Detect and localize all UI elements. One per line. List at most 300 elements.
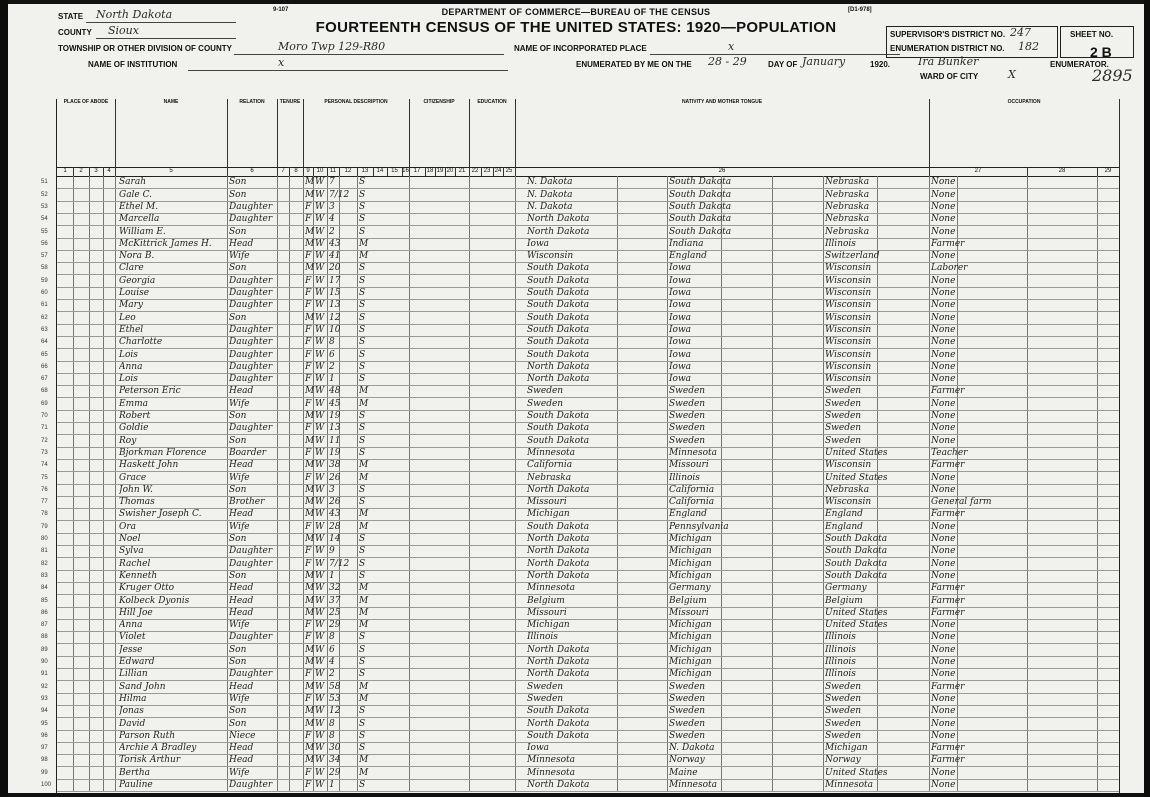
cell-ms: S <box>359 374 366 385</box>
form-number: 9-107 <box>273 7 289 13</box>
cell-occ: None <box>931 214 956 225</box>
line-number: 72 <box>41 437 48 444</box>
cell-mbirth: Sweden <box>825 706 862 717</box>
cell-ms: S <box>359 312 366 323</box>
cell-mbirth: England <box>825 521 863 532</box>
township-label: TOWNSHIP OR OTHER DIVISION OF COUNTY <box>58 44 232 53</box>
cell-sex: F <box>305 447 312 458</box>
cell-age: 26 <box>329 472 341 483</box>
cell-race: W <box>315 312 325 323</box>
cell-birth: South Dakota <box>527 435 590 446</box>
cell-rel: Daughter <box>229 337 273 348</box>
line-number: 93 <box>41 695 48 702</box>
cell-birth: N. Dakota <box>527 201 573 212</box>
line-number: 100 <box>41 782 52 788</box>
ward-label: WARD OF CITY <box>920 72 979 81</box>
cell-sex: M <box>305 657 315 667</box>
cell-fbirth: Sweden <box>669 681 706 692</box>
line-number: 95 <box>41 720 48 727</box>
cell-birth: South Dakota <box>527 411 590 421</box>
cell-birth: North Dakota <box>527 570 590 581</box>
cell-race: W <box>315 693 325 704</box>
cell-birth: North Dakota <box>527 669 590 680</box>
cell-ms: S <box>359 546 366 557</box>
cell-sex: F <box>305 558 312 569</box>
cell-race: W <box>315 755 325 766</box>
cell-rel: Head <box>229 386 254 397</box>
cell-fbirth: Pennsylvania <box>669 521 729 532</box>
cell-occ: None <box>931 534 956 544</box>
cell-rel: Daughter <box>229 300 273 311</box>
cell-fbirth: Iowa <box>669 312 692 323</box>
line-number: 76 <box>41 486 48 493</box>
cell-name: Thomas <box>119 497 155 508</box>
cell-age: 19 <box>329 411 341 421</box>
cell-rel: Wife <box>229 693 250 704</box>
cell-occ: None <box>931 669 956 680</box>
cell-race: W <box>315 484 325 495</box>
cell-sex: F <box>305 767 312 778</box>
cell-ms: S <box>359 669 366 680</box>
cell-occ: None <box>931 275 956 286</box>
cell-fbirth: South Dakota <box>669 226 732 237</box>
line-number: 92 <box>41 683 48 690</box>
cell-ms: S <box>359 718 366 729</box>
column-number: 18 <box>425 167 436 177</box>
line-number: 69 <box>41 400 48 407</box>
cell-ms: M <box>359 398 369 409</box>
cell-fbirth: Michigan <box>669 534 712 544</box>
cell-race: W <box>315 558 325 569</box>
cell-name: Edward <box>119 657 155 667</box>
cell-birth: Missouri <box>527 607 567 618</box>
cell-birth: Missouri <box>527 497 567 508</box>
cell-name: Parson Ruth <box>119 730 175 741</box>
cell-age: 2 <box>329 361 335 372</box>
cell-rel: Son <box>229 312 247 323</box>
cell-name: Noel <box>119 534 141 544</box>
cell-race: W <box>315 337 325 348</box>
cell-ms: S <box>359 447 366 458</box>
cell-sex: M <box>305 743 315 754</box>
form-code: [D1-978] <box>848 7 872 13</box>
cell-occ: General farm <box>931 497 992 508</box>
cell-fbirth: California <box>669 497 715 508</box>
cell-mbirth: South Dakota <box>825 570 888 581</box>
cell-ms: M <box>359 607 369 618</box>
cell-rel: Daughter <box>229 214 273 225</box>
cell-race: W <box>315 177 325 188</box>
cell-ms: S <box>359 423 366 434</box>
cell-name: Ethel <box>119 324 144 335</box>
cell-mbirth: Illinois <box>825 238 856 249</box>
cell-fbirth: Sweden <box>669 706 706 717</box>
cell-age: 48 <box>329 386 341 397</box>
column-number: 9 <box>303 167 314 177</box>
cell-occ: Farmer <box>931 238 965 249</box>
cell-sex: F <box>305 349 312 360</box>
cell-age: 12 <box>329 312 341 323</box>
cell-birth: North Dakota <box>527 558 590 569</box>
column-number: 1 <box>57 167 74 177</box>
line-number: 73 <box>41 449 48 456</box>
cell-name: Emma <box>119 398 149 409</box>
cell-occ: Farmer <box>931 607 965 618</box>
cell-rel: Head <box>229 509 254 520</box>
cell-race: W <box>315 595 325 606</box>
cell-age: 32 <box>329 583 341 594</box>
cell-mbirth: Illinois <box>825 669 856 680</box>
line-number: 90 <box>41 659 48 665</box>
cell-occ: None <box>931 288 956 298</box>
cell-occ: None <box>931 189 956 200</box>
cell-ms: S <box>359 361 366 372</box>
cell-name: Archie A Bradley <box>119 743 197 754</box>
cell-rel: Head <box>229 607 254 618</box>
cell-birth: South Dakota <box>527 275 590 286</box>
cell-name: Sarah <box>119 177 146 188</box>
cell-sex: F <box>305 423 312 434</box>
cell-mbirth: Nebraska <box>825 189 870 200</box>
cell-race: W <box>315 546 325 557</box>
cell-fbirth: Indiana <box>669 238 704 249</box>
cell-mbirth: Wisconsin <box>825 349 872 360</box>
cell-sex: F <box>305 693 312 704</box>
cell-name: Marcella <box>119 214 160 225</box>
cell-occ: None <box>931 177 956 188</box>
cell-birth: South Dakota <box>527 337 590 348</box>
cell-birth: Belgium <box>527 595 565 606</box>
cell-ms: M <box>359 583 369 594</box>
cell-fbirth: Sweden <box>669 423 706 434</box>
line-number: 82 <box>41 560 48 567</box>
cell-fbirth: Michigan <box>669 657 712 667</box>
cell-ms: M <box>359 693 369 704</box>
cell-race: W <box>315 374 325 385</box>
cell-sex: M <box>305 644 315 655</box>
cell-occ: None <box>931 312 956 323</box>
cell-ms: S <box>359 189 366 200</box>
cell-ms: M <box>359 386 369 397</box>
county-label: COUNTY <box>58 28 92 37</box>
cell-mbirth: Wisconsin <box>825 263 872 274</box>
cell-race: W <box>315 497 325 508</box>
cell-age: 8 <box>329 718 335 729</box>
cell-fbirth: Iowa <box>669 263 692 274</box>
cell-occ: None <box>931 558 956 569</box>
cell-ms: S <box>359 214 366 225</box>
cell-birth: South Dakota <box>527 288 590 298</box>
cell-race: W <box>315 263 325 274</box>
column-number: 26 <box>515 167 930 177</box>
cell-sex: F <box>305 324 312 335</box>
column-number: 21 <box>455 167 470 177</box>
cell-ms: S <box>359 706 366 717</box>
cell-mbirth: South Dakota <box>825 546 888 557</box>
cell-age: 25 <box>329 607 341 618</box>
column-header: NATIVITY AND MOTHER TONGUE <box>515 99 930 168</box>
cell-birth: Iowa <box>527 743 550 754</box>
line-number: 66 <box>41 363 48 370</box>
cell-sex: F <box>305 214 312 225</box>
cell-birth: Sweden <box>527 693 564 704</box>
cell-mbirth: Wisconsin <box>825 312 872 323</box>
cell-birth: South Dakota <box>527 324 590 335</box>
cell-name: Anna <box>119 620 143 631</box>
cell-fbirth: Maine <box>669 767 698 778</box>
cell-mbirth: Wisconsin <box>825 374 872 385</box>
column-number: 29 <box>1097 167 1120 177</box>
cell-birth: South Dakota <box>527 312 590 323</box>
cell-ms: S <box>359 411 366 421</box>
cell-race: W <box>315 361 325 372</box>
cell-rel: Son <box>229 435 247 446</box>
cell-mbirth: United States <box>825 472 888 483</box>
cell-occ: None <box>931 411 956 421</box>
cell-occ: None <box>931 632 956 643</box>
cell-sex: F <box>305 730 312 741</box>
column-number: 14 <box>373 167 388 177</box>
cell-age: 4 <box>329 214 335 225</box>
cell-birth: Michigan <box>527 509 570 520</box>
cell-race: W <box>315 632 325 643</box>
cell-name: David <box>119 718 146 729</box>
cell-ms: S <box>359 534 366 544</box>
cell-fbirth: Sweden <box>669 435 706 446</box>
cell-birth: Michigan <box>527 620 570 631</box>
cell-mbirth: Illinois <box>825 632 856 643</box>
cell-mbirth: Wisconsin <box>825 361 872 372</box>
cell-rel: Son <box>229 718 247 729</box>
cell-occ: None <box>931 398 956 409</box>
line-number: 96 <box>41 732 48 739</box>
cell-occ: None <box>931 201 956 212</box>
line-number: 74 <box>41 462 48 469</box>
cell-age: 6 <box>329 644 335 655</box>
cell-age: 7/12 <box>329 189 350 200</box>
cell-ms: S <box>359 657 366 667</box>
cell-name: Anna <box>119 361 143 372</box>
cell-sex: F <box>305 361 312 372</box>
cell-race: W <box>315 349 325 360</box>
cell-ms: S <box>359 558 366 569</box>
line-number: 80 <box>41 536 48 542</box>
cell-sex: M <box>305 583 315 594</box>
cell-fbirth: Michigan <box>669 558 712 569</box>
cell-rel: Daughter <box>229 275 273 286</box>
cell-mbirth: Nebraska <box>825 226 870 237</box>
day-of-label: DAY OF <box>768 60 798 69</box>
line-number: 54 <box>41 216 48 223</box>
cell-race: W <box>315 644 325 655</box>
cell-name: Robert <box>119 411 151 421</box>
cell-sex: F <box>305 374 312 385</box>
line-number: 52 <box>41 191 48 198</box>
cell-occ: None <box>931 472 956 483</box>
cell-occ: Farmer <box>931 386 965 397</box>
cell-fbirth: Belgium <box>669 595 707 606</box>
enumerator-name: Ira Bunker <box>918 55 979 68</box>
column-number: 15 <box>387 167 403 177</box>
cell-age: 41 <box>329 251 341 262</box>
column-number: 13 <box>357 167 374 177</box>
cell-age: 13 <box>329 300 341 311</box>
cell-age: 2 <box>329 669 335 680</box>
cell-sex: M <box>305 607 315 618</box>
cell-ms: M <box>359 251 369 262</box>
cell-occ: None <box>931 521 956 532</box>
cell-name: John W. <box>119 484 154 495</box>
cell-name: Lillian <box>119 669 148 680</box>
cell-occ: None <box>931 718 956 729</box>
cell-ms: M <box>359 620 369 631</box>
cell-race: W <box>315 743 325 754</box>
cell-age: 8 <box>329 337 335 348</box>
line-number: 63 <box>41 326 48 333</box>
cell-name: Goldie <box>119 423 149 434</box>
cell-rel: Boarder <box>229 447 267 458</box>
cell-occ: None <box>931 423 956 434</box>
cell-ms: S <box>359 497 366 508</box>
cell-ms: M <box>359 521 369 532</box>
cell-race: W <box>315 669 325 680</box>
cell-rel: Daughter <box>229 558 273 569</box>
line-number: 64 <box>41 339 48 346</box>
cell-race: W <box>315 288 325 298</box>
cell-rel: Son <box>229 644 247 655</box>
cell-age: 29 <box>329 620 341 631</box>
cell-occ: None <box>931 374 956 385</box>
cell-birth: Minnesota <box>527 767 576 778</box>
cell-fbirth: Iowa <box>669 300 692 311</box>
cell-age: 20 <box>329 263 341 274</box>
cell-name: Nora B. <box>119 251 155 262</box>
cell-sex: F <box>305 472 312 483</box>
cell-occ: Farmer <box>931 595 965 606</box>
cell-ms: S <box>359 300 366 311</box>
scan-edge-left <box>0 0 8 797</box>
cell-name: Rachel <box>119 558 151 569</box>
cell-occ: None <box>931 644 956 655</box>
column-number: 23 <box>481 167 494 177</box>
cell-birth: N. Dakota <box>527 189 573 200</box>
cell-occ: None <box>931 484 956 495</box>
incorporated-value: x <box>728 40 735 53</box>
cell-age: 29 <box>329 767 341 778</box>
line-number: 79 <box>41 523 48 530</box>
enumeration-value: 182 <box>1018 40 1039 53</box>
cell-sex: F <box>305 201 312 212</box>
cell-rel: Daughter <box>229 632 273 643</box>
cell-age: 3 <box>329 484 335 495</box>
line-number: 59 <box>41 277 48 284</box>
cell-occ: None <box>931 226 956 237</box>
cell-occ: Farmer <box>931 681 965 692</box>
cell-sex: M <box>305 460 315 471</box>
line-number: 83 <box>41 572 48 579</box>
cell-mbirth: South Dakota <box>825 558 888 569</box>
line-number: 53 <box>41 203 48 210</box>
cell-occ: None <box>931 780 956 790</box>
cell-mbirth: Wisconsin <box>825 300 872 311</box>
cell-rel: Head <box>229 755 254 766</box>
cell-birth: Iowa <box>527 238 550 249</box>
cell-birth: South Dakota <box>527 349 590 360</box>
line-number: 97 <box>41 745 48 752</box>
line-number: 57 <box>41 253 48 260</box>
cell-sex: F <box>305 669 312 680</box>
cell-race: W <box>315 780 325 790</box>
cell-birth: North Dakota <box>527 546 590 557</box>
line-number: 75 <box>41 474 48 481</box>
census-title: FOURTEENTH CENSUS OF THE UNITED STATES: 1920—POPULATION <box>315 19 837 36</box>
cell-sex: M <box>305 718 315 729</box>
cell-age: 3 <box>329 201 335 212</box>
cell-occ: None <box>931 324 956 335</box>
cell-name: Grace <box>119 472 147 483</box>
cell-birth: South Dakota <box>527 706 590 717</box>
cell-fbirth: Sweden <box>669 398 706 409</box>
column-header: TENURE <box>277 99 304 168</box>
cell-occ: Laborer <box>931 263 968 274</box>
cell-ms: S <box>359 730 366 741</box>
cell-fbirth: Sweden <box>669 730 706 741</box>
cell-mbirth: Switzerland <box>825 251 880 262</box>
margin-number: 2895 <box>1092 66 1133 85</box>
cell-race: W <box>315 275 325 286</box>
cell-birth: South Dakota <box>527 730 590 741</box>
cell-race: W <box>315 251 325 262</box>
cell-sex: M <box>305 534 315 544</box>
cell-age: 58 <box>329 681 341 692</box>
cell-occ: None <box>931 349 956 360</box>
cell-name: Lois <box>119 349 138 360</box>
cell-race: W <box>315 201 325 212</box>
cell-name: Hill Joe <box>119 607 153 618</box>
column-number: 10 <box>313 167 328 177</box>
cell-race: W <box>315 189 325 200</box>
cell-mbirth: Minnesota <box>825 780 874 790</box>
line-number: 51 <box>41 179 48 186</box>
cell-age: 45 <box>329 398 341 409</box>
cell-rel: Son <box>229 570 247 581</box>
cell-name: Clare <box>119 263 144 274</box>
cell-ms: S <box>359 632 366 643</box>
cell-fbirth: Michigan <box>669 644 712 655</box>
cell-fbirth: South Dakota <box>669 214 732 225</box>
cell-rel: Wife <box>229 472 250 483</box>
cell-fbirth: Michigan <box>669 546 712 557</box>
cell-occ: Farmer <box>931 460 965 471</box>
cell-rel: Son <box>229 189 247 200</box>
cell-birth: North Dakota <box>527 374 590 385</box>
cell-sex: M <box>305 189 315 200</box>
cell-rel: Head <box>229 583 254 594</box>
cell-rel: Son <box>229 706 247 717</box>
line-number: 77 <box>41 499 48 506</box>
cell-name: Bjorkman Florence <box>119 447 207 458</box>
column-header: PLACE OF ABODE <box>57 99 116 168</box>
cell-name: Charlotte <box>119 337 163 348</box>
line-number: 88 <box>41 634 48 641</box>
cell-name: Mary <box>119 300 143 311</box>
cell-age: 38 <box>329 460 341 471</box>
column-number: 7 <box>277 167 290 177</box>
cell-occ: None <box>931 730 956 741</box>
cell-birth: North Dakota <box>527 644 590 655</box>
cell-race: W <box>315 718 325 729</box>
column-number: 6 <box>227 167 278 177</box>
